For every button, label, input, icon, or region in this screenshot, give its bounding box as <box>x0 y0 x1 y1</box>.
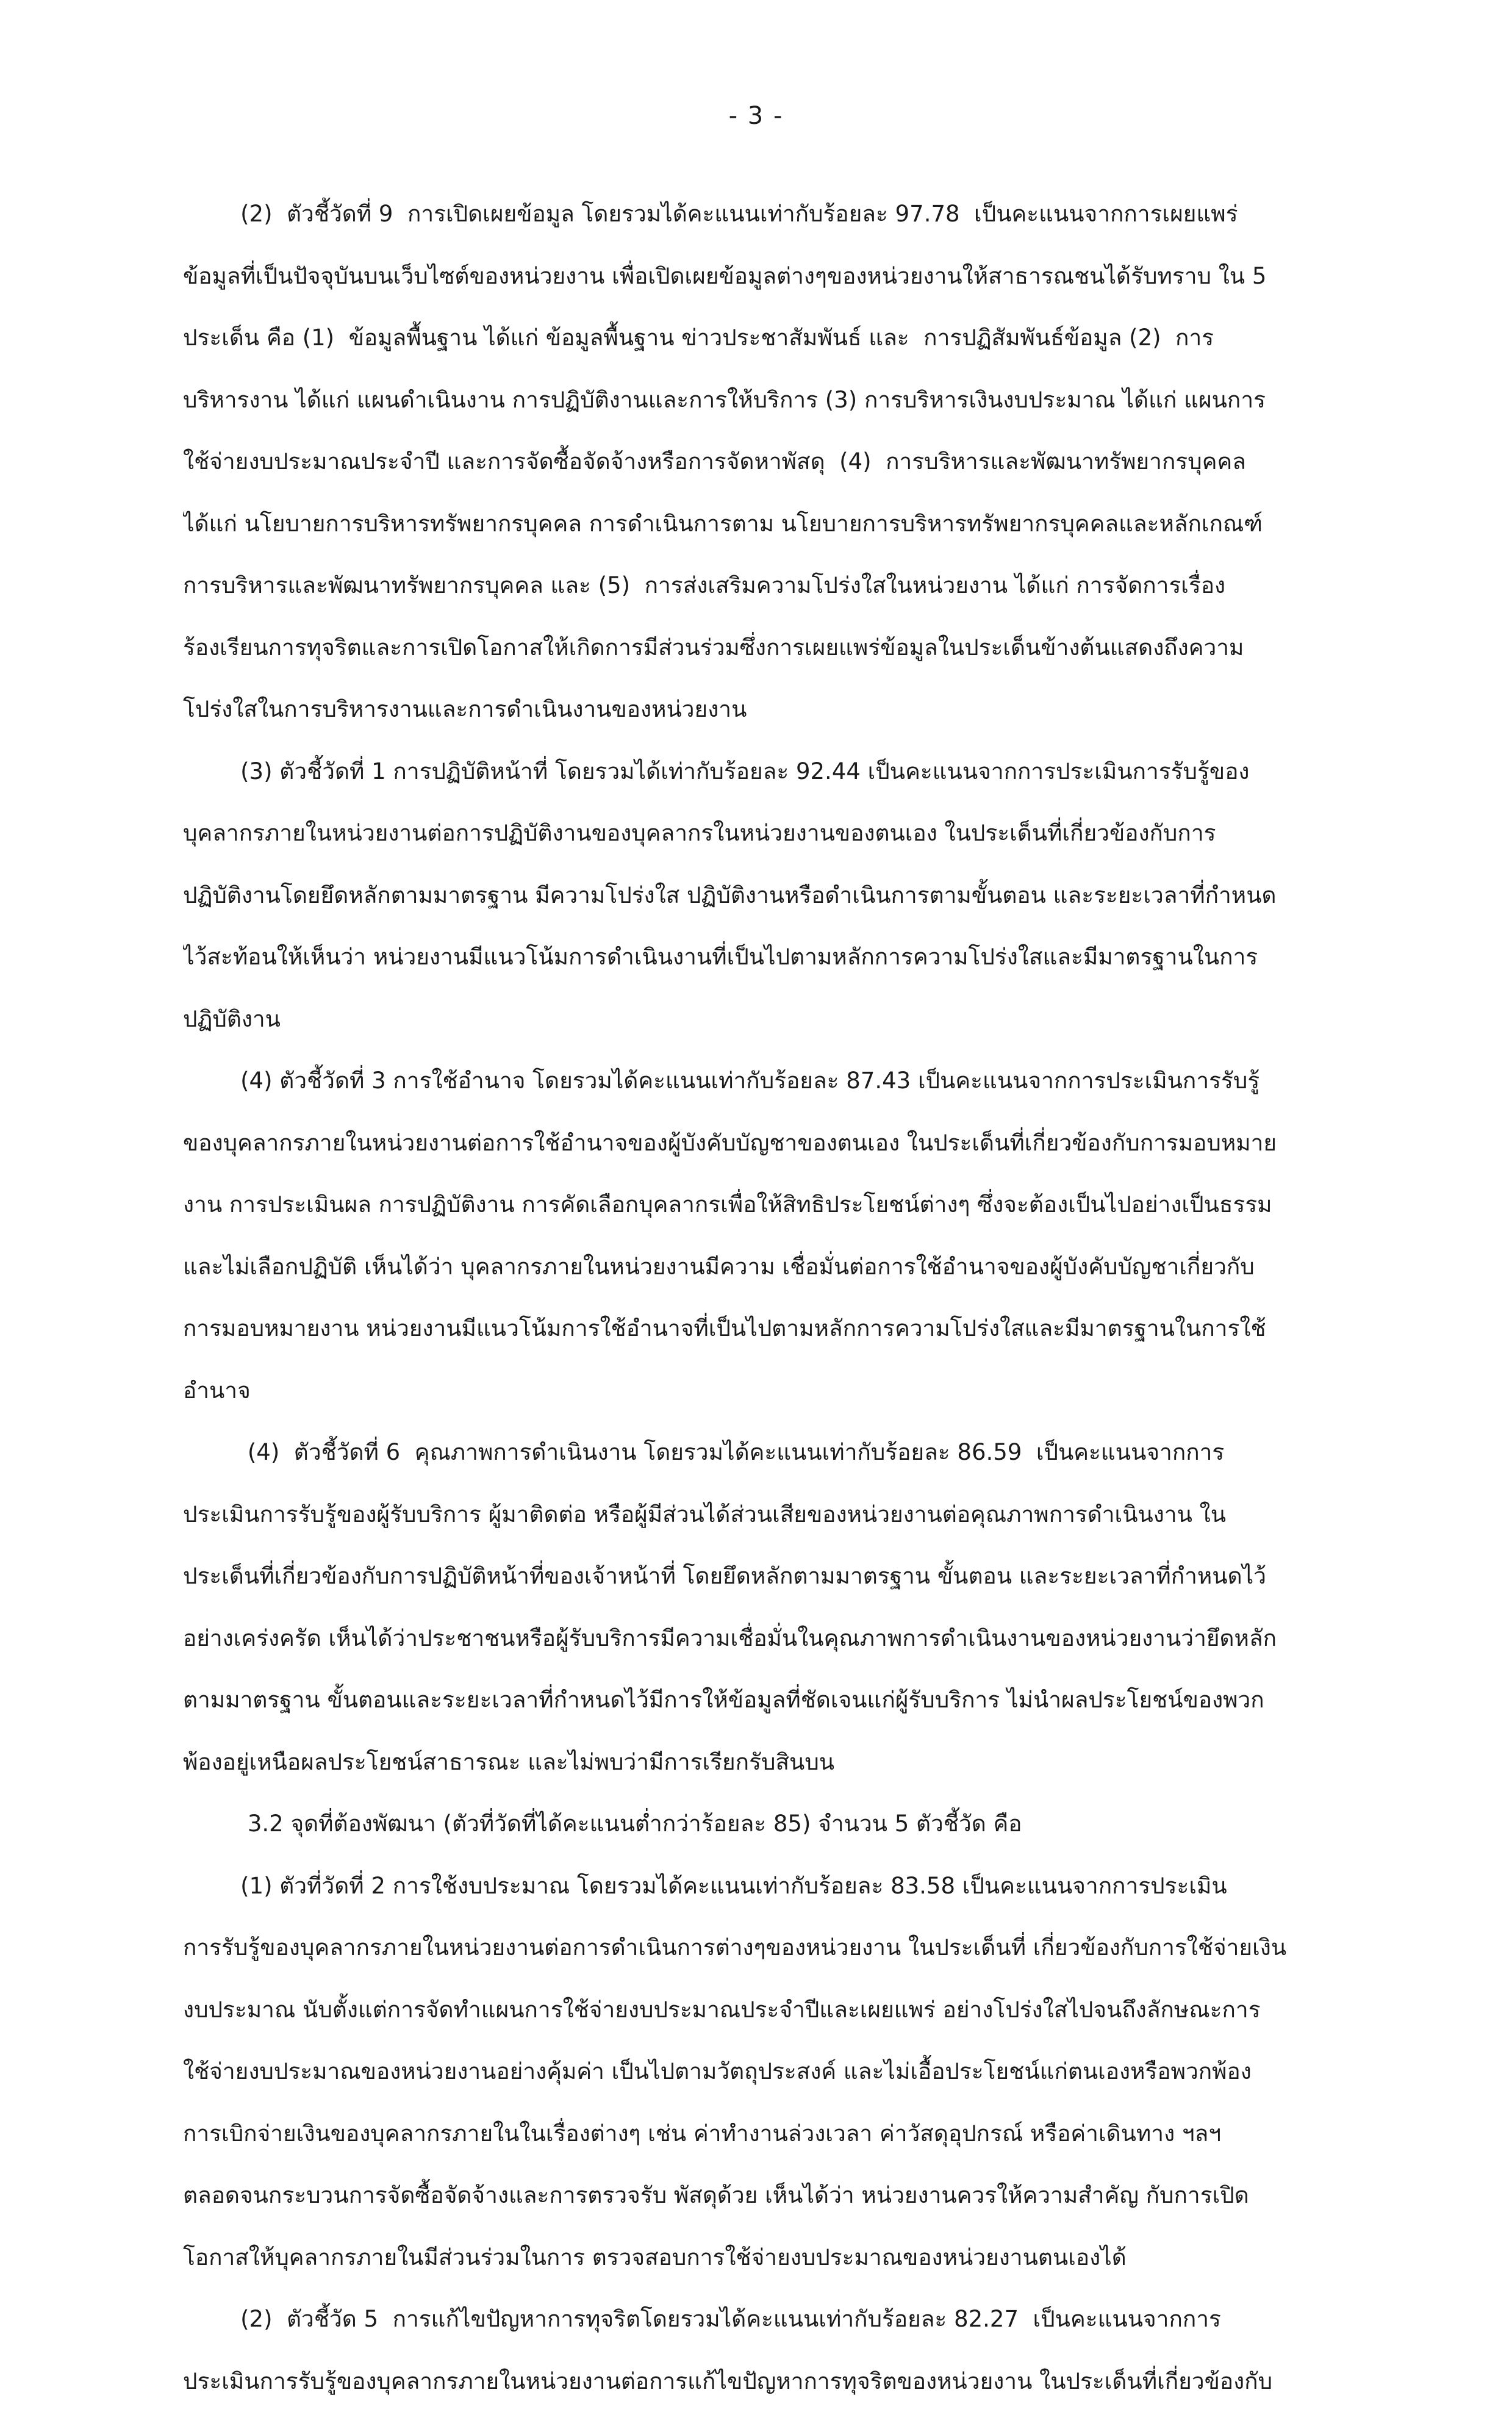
text-line: 3.2 จุดที่ต้องพัฒนา (ตัวที่วัดที่ได้คะแนนต่ำกว่าร้อยละ 85) จำนวน 5 ตัวชี้วัด คือ <box>183 1793 1378 1855</box>
text-line: ประเมินการรับรู้ของบุคลากรภายในหน่วยงานต่อการแก้ไขปัญหาการทุจริตของหน่วยงาน ในประเด็นที่เกี่ยวข้องกับ <box>183 2350 1378 2412</box>
text-line: ตามมาตรฐาน ขั้นตอนและระยะเวลาที่กำหนดไว้มีการให้ข้อมูลที่ชัดเจนแก่ผู้รับบริการ ไม่นำผลประโยชน์ของพวก <box>183 1669 1378 1731</box>
text-line: (1) ตัวที่วัดที่ 2 การใช้งบประมาณ โดยรวมได้คะแนนเท่ากับร้อยละ 83.58 เป็นคะแนนจากการประเมิน <box>183 1855 1378 1917</box>
text-line: บริหารงาน ได้แก่ แผนดำเนินงาน การปฏิบัติงานและการให้บริการ (3) การบริหารเงินงบประมาณ ได้แก่ แผนการ <box>183 369 1378 431</box>
text-line: (3) ตัวชี้วัดที่ 1 การปฏิบัติหน้าที่ โดยรวมได้เท่ากับร้อยละ 92.44 เป็นคะแนนจากการประเมินการรับรู้ของ <box>183 741 1378 803</box>
text-line: การเบิกจ่ายเงินของบุคลากรภายในในเรื่องต่างๆ เช่น ค่าทำงานล่วงเวลา ค่าวัสดุอุปกรณ์ หรือค่าเดินทาง ฯลฯ <box>183 2103 1378 2165</box>
text-line: ร้องเรียนการทุจริตและการเปิดโอกาสให้เกิดการมีส่วนร่วมซึ่งการเผยแพร่ข้อมูลในประเด็นข้างต้นแสดงถึงความ <box>183 617 1378 679</box>
text-line: ตลอดจนกระบวนการจัดซื้อจัดจ้างและการตรวจรับ พัสดุด้วย เห็นได้ว่า หน่วยงานควรให้ความสำคัญ กับการเปิด <box>183 2164 1378 2227</box>
text-line: ประเด็นที่เกี่ยวข้องกับการปฏิบัติหน้าที่ของเจ้าหน้าที่ โดยยึดหลักตามมาตรฐาน ขั้นตอน และระยะเวลาที่กำหนดไว้ <box>183 1545 1378 1607</box>
text-line: ใช้จ่ายงบประมาณของหน่วยงานอย่างคุ้มค่า เป็นไปตามวัตถุประสงค์ และไม่เอื้อประโยชน์แก่ตนเองหรือพวกพ้อง <box>183 2041 1378 2103</box>
text-line: และไม่เลือกปฏิบัติ เห็นได้ว่า บุคลากรภายในหน่วยงานมีความ เชื่อมั่นต่อการใช้อำนาจของผู้บังคับบัญชาเกี่ยวกับ <box>183 1236 1378 1298</box>
page-number: - 3 - <box>0 99 1512 133</box>
text-line: ได้แก่ นโยบายการบริหารทรัพยากรบุคคล การดำเนินการตาม นโยบายการบริหารทรัพยากรบุคคลและหลักเกณฑ์ <box>183 493 1378 555</box>
text-line: การรับรู้ของบุคลากรภายในหน่วยงานต่อการดำเนินการต่างๆของหน่วยงาน ในประเด็นที่ เกี่ยวข้องกับการใช้จ่ายเงิน <box>183 1917 1378 1979</box>
text-line: ไว้สะท้อนให้เห็นว่า หน่วยงานมีแนวโน้มการดำเนินงานที่เป็นไปตามหลักการความโปร่งใสและมีมาตรฐานในการ <box>183 926 1378 988</box>
text-line: โปร่งใสในการบริหารงานและการดำเนินงานของหน่วยงาน <box>183 678 1378 741</box>
document-body <box>183 183 1378 2412</box>
text-line: พ้องอยู่เหนือผลประโยชน์สาธารณะ และไม่พบว่ามีการเรียกรับสินบน <box>183 1731 1378 1793</box>
text-line: โอกาสให้บุคลากรภายในมีส่วนร่วมในการ ตรวจสอบการใช้จ่ายงบประมาณของหน่วยงานตนเองได้ <box>183 2227 1378 2289</box>
text-line: (2) ตัวชี้วัดที่ 9 การเปิดเผยข้อมูล โดยรวมได้คะแนนเท่ากับร้อยละ 97.78 เป็นคะแนนจากการเผยแพร่ <box>183 183 1378 245</box>
text-line: (4) ตัวชี้วัดที่ 6 คุณภาพการดำเนินงาน โดยรวมได้คะแนนเท่ากับร้อยละ 86.59 เป็นคะแนนจากการ <box>183 1421 1378 1484</box>
text-line: อำนาจ <box>183 1360 1378 1422</box>
text-line: ของบุคลากรภายในหน่วยงานต่อการใช้อำนาจของผู้บังคับบัญชาของตนเอง ในประเด็นที่เกี่ยวข้องกับการมอบหมาย <box>183 1112 1378 1174</box>
text-line: ใช้จ่ายงบประมาณประจำปี และการจัดซื้อจัดจ้างหรือการจัดหาพัสดุ (4) การบริหารและพัฒนาทรัพยากรบุคคล <box>183 431 1378 493</box>
text-line: งบประมาณ นับตั้งแต่การจัดทำแผนการใช้จ่ายงบประมาณประจำปีและเผยแพร่ อย่างโปร่งใสไปจนถึงลักษณะการ <box>183 1979 1378 2041</box>
text-line: ปฏิบัติงานโดยยึดหลักตามมาตรฐาน มีความโปร่งใส ปฏิบัติงานหรือดำเนินการตามขั้นตอน และระยะเวลาที่กำหนด <box>183 864 1378 927</box>
text-line: (4) ตัวชี้วัดที่ 3 การใช้อำนาจ โดยรวมได้คะแนนเท่ากับร้อยละ 87.43 เป็นคะแนนจากการประเมินการรับรู้ <box>183 1050 1378 1112</box>
text-line: อย่างเคร่งครัด เห็นได้ว่าประชาชนหรือผู้รับบริการมีความเชื่อมั่นในคุณภาพการดำเนินงานของหน่วยงานว่ายึดหลัก <box>183 1607 1378 1670</box>
text-line: บุคลากรภายในหน่วยงานต่อการปฏิบัติงานของบุคลากรในหน่วยงานของตนเอง ในประเด็นที่เกี่ยวข้องกับการ <box>183 802 1378 864</box>
text-line: ประเมินการรับรู้ของผู้รับบริการ ผู้มาติดต่อ หรือผู้มีส่วนได้ส่วนเสียของหน่วยงานต่อคุณภาพการดำเนินงาน ใน <box>183 1484 1378 1546</box>
text-line: การบริหารและพัฒนาทรัพยากรบุคคล และ (5) การส่งเสริมความโปร่งใสในหน่วยงาน ได้แก่ การจัดการเรื่อง <box>183 555 1378 617</box>
text-line: ประเด็น คือ (1) ข้อมูลพื้นฐาน ได้แก่ ข้อมูลพื้นฐาน ข่าวประชาสัมพันธ์ และ การปฏิสัมพันธ์ข้อมูล (2) การ <box>183 307 1378 369</box>
text-line: งาน การประเมินผล การปฏิบัติงาน การคัดเลือกบุคลากรเพื่อให้สิทธิประโยชน์ต่างๆ ซึ่งจะต้องเป็นไปอย่างเป็นธรรม <box>183 1174 1378 1236</box>
text-line: การมอบหมายงาน หน่วยงานมีแนวโน้มการใช้อำนาจที่เป็นไปตามหลักการความโปร่งใสและมีมาตรฐานในการใช้ <box>183 1298 1378 1360</box>
text-line: (2) ตัวชี้วัด 5 การแก้ไขปัญหาการทุจริตโดยรวมได้คะแนนเท่ากับร้อยละ 82.27 เป็นคะแนนจากการ <box>183 2288 1378 2350</box>
text-line: ข้อมูลที่เป็นปัจจุบันบนเว็บไซต์ของหน่วยงาน เพื่อเปิดเผยข้อมูลต่างๆของหน่วยงานให้สาธารณชนได้รับทราบ ใน 5 <box>183 245 1378 307</box>
text-line: ปฏิบัติงาน <box>183 988 1378 1050</box>
